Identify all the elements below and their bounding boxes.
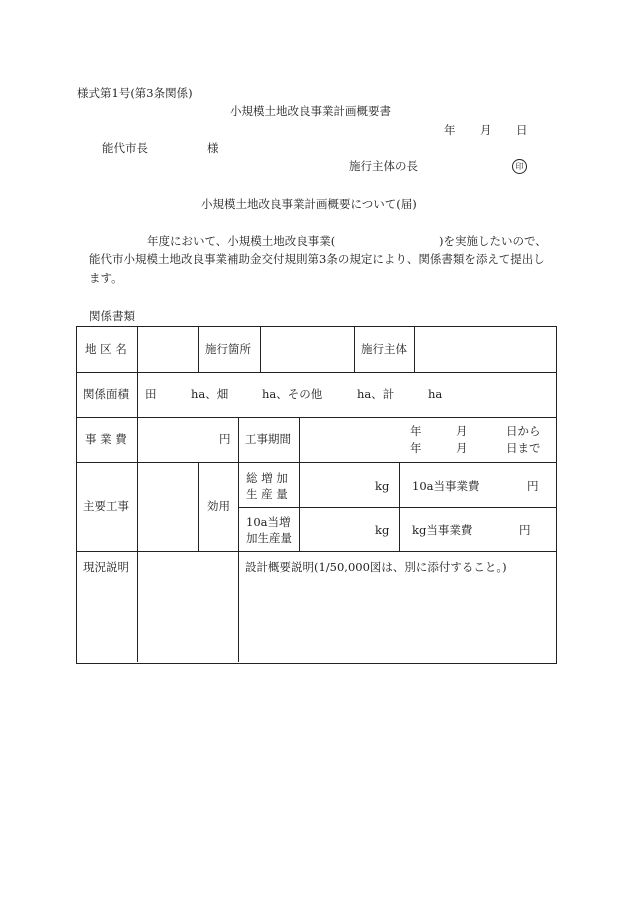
period-start-year: 年 <box>410 424 422 438</box>
table-border <box>76 326 557 664</box>
row-divider <box>76 372 556 373</box>
document-title: 小規模土地改良事業計画概要書 <box>230 104 391 118</box>
period-start-month: 月 <box>456 424 468 438</box>
row-divider <box>76 462 556 463</box>
total-increase-label-1: 総 増 加 <box>246 471 288 485</box>
col-divider <box>198 326 199 372</box>
row-divider <box>76 551 556 552</box>
notice-body-line1-b: )を実施したいので、 <box>439 234 547 248</box>
yen-unit: 円 <box>527 479 539 493</box>
increase-per-10a-label-1: 10a当増 <box>246 515 291 529</box>
col-divider <box>238 417 239 662</box>
attachments-caption: 関係書類 <box>89 309 135 323</box>
kg-unit: kg <box>375 523 390 537</box>
cost-per-10a-label: 10a当事業費 <box>412 479 480 493</box>
implementing-body-label: 施行主体 <box>361 342 407 356</box>
row-divider <box>76 417 556 418</box>
field-ha-label: ha、畑 <box>191 387 229 401</box>
project-cost-label: 事 業 費 <box>85 432 127 446</box>
addressee: 能代市長 <box>102 141 148 155</box>
cost-per-kg-label: kg当事業費 <box>412 523 473 537</box>
construction-period-label: 工事期間 <box>245 432 291 446</box>
col-divider <box>198 462 199 551</box>
yen-unit: 円 <box>219 432 231 446</box>
col-divider <box>399 462 400 551</box>
yen-unit: 円 <box>519 523 531 537</box>
applicant-label: 施行主体の長 <box>349 159 418 173</box>
date-year-label: 年 <box>444 123 456 137</box>
current-status-label: 現況説明 <box>83 560 129 574</box>
notice-subject: 小規模土地改良事業計画概要について(届) <box>201 197 417 211</box>
effect-label: 効用 <box>207 499 230 513</box>
row-divider <box>238 507 556 508</box>
related-area-label: 関係面積 <box>83 387 129 401</box>
paddy-label: 田 <box>145 387 157 401</box>
kg-unit: kg <box>375 479 390 493</box>
col-divider <box>299 417 300 462</box>
form-number: 様式第1号(第3条関係) <box>77 86 193 100</box>
col-divider <box>137 326 138 662</box>
date-day-label: 日 <box>516 123 528 137</box>
addressee-honorific: 様 <box>207 141 219 155</box>
col-divider <box>414 326 415 372</box>
notice-body-line2: 能代市小規模土地改良事業補助金交付規則第3条の規定により、関係書類を添えて提出し <box>89 252 545 266</box>
col-divider <box>299 462 300 551</box>
construction-site-label: 施行箇所 <box>205 342 251 356</box>
total-increase-label-2: 生 産 量 <box>246 487 288 501</box>
ha-unit-label: ha <box>428 387 443 401</box>
seal-mark: 印 <box>512 159 527 174</box>
total-ha-label: ha、計 <box>357 387 395 401</box>
design-outline-label: 設計概要説明(1/50,000図は、別に添付すること。) <box>245 560 507 574</box>
main-works-label: 主要工事 <box>83 499 129 513</box>
increase-per-10a-label-2: 加生産量 <box>246 531 292 545</box>
period-start-day: 日から <box>506 424 541 438</box>
period-end-year: 年 <box>410 441 422 455</box>
district-name-label: 地 区 名 <box>85 342 127 356</box>
notice-body-line3: ます。 <box>89 271 123 285</box>
col-divider <box>354 326 355 372</box>
period-end-month: 月 <box>456 441 468 455</box>
notice-body-line1-a: 年度において、小規模土地改良事業( <box>147 234 336 248</box>
date-month-label: 月 <box>480 123 492 137</box>
period-end-day: 日まで <box>506 441 541 455</box>
other-ha-label: ha、その他 <box>262 387 323 401</box>
col-divider <box>260 326 261 372</box>
